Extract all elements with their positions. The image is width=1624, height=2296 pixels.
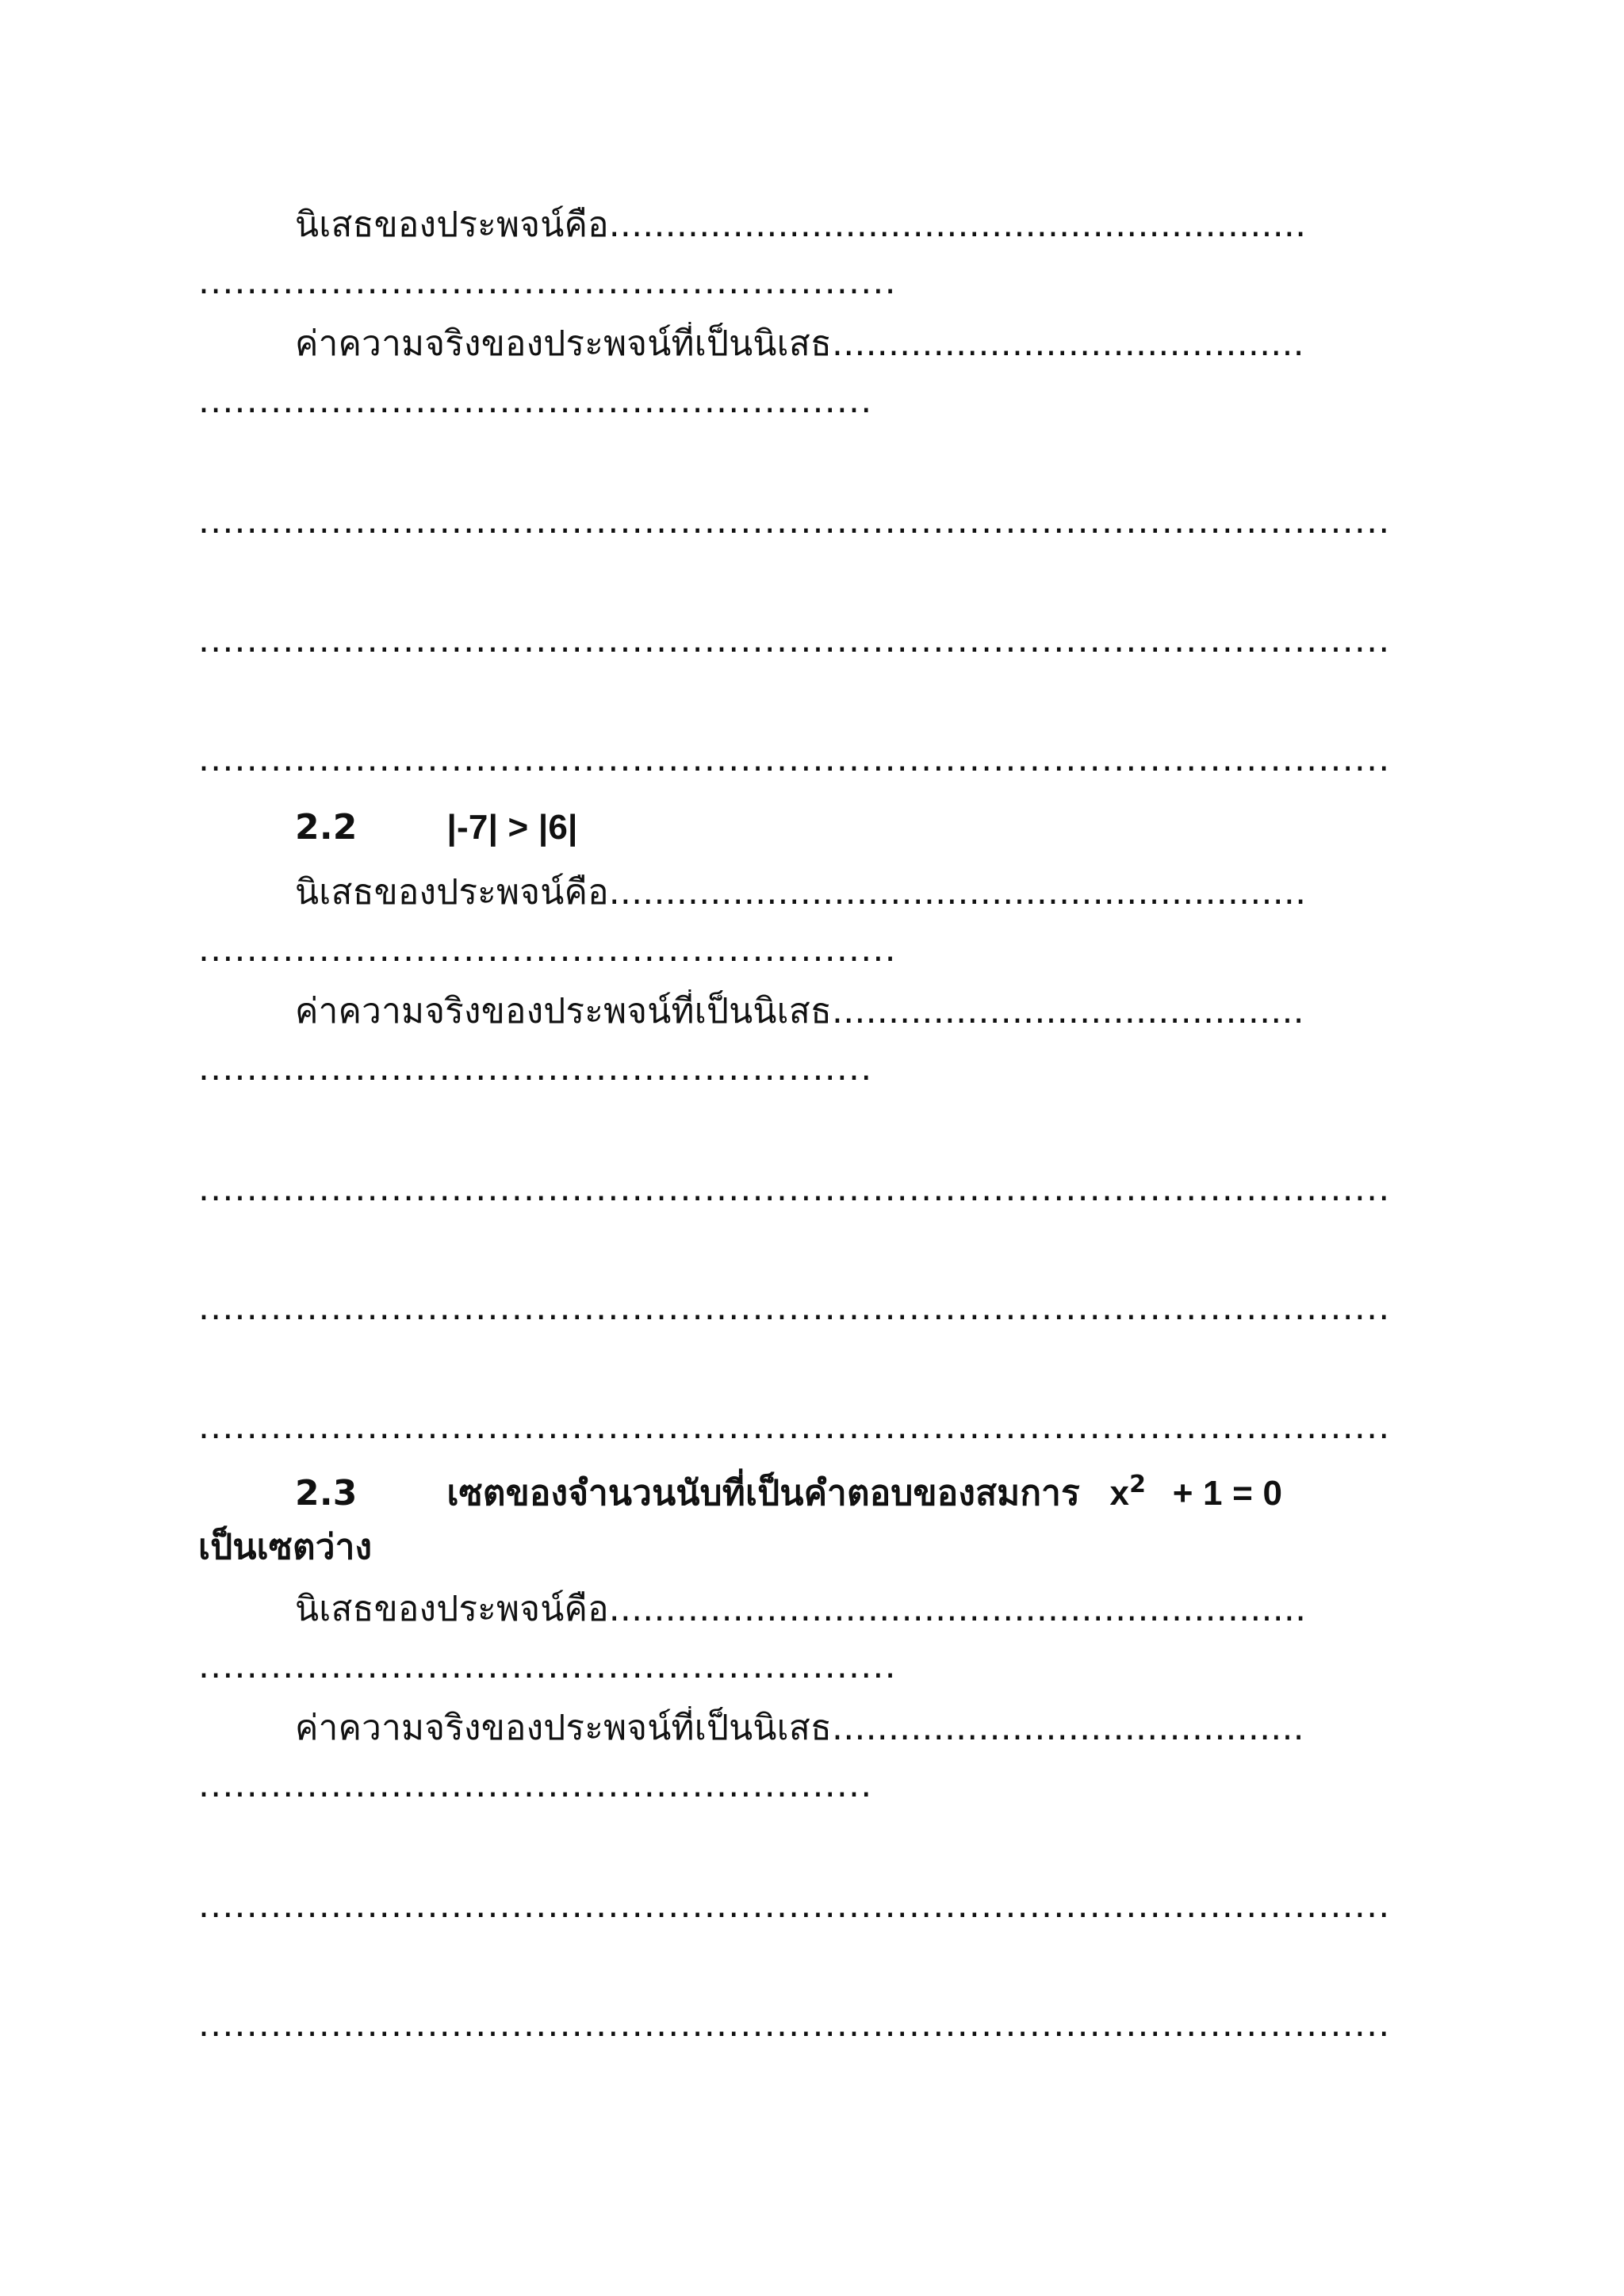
answer-dots: ...................................................................................................: [198, 1169, 1391, 1209]
equation-exponent: 2: [1129, 1471, 1147, 1498]
answer-dots: ...................................................................................................: [198, 739, 1391, 779]
question-number: 2.3: [295, 1473, 358, 1513]
negation-prompt-text: นิเสธของประพจน์คือ..............................................................: [295, 872, 1307, 913]
answer-dots: ...................................................................................................: [198, 620, 1391, 660]
question-expression: |-7| > |6|: [446, 808, 578, 847]
question-statement: เซตของจำนวนนับที่เป็นคำตอบของสมการ: [446, 1473, 1080, 1513]
negation-prompt-text: นิเสธของประพจน์คือ..............................................................: [295, 1589, 1307, 1629]
question-2-2-heading: [295, 806, 578, 850]
blank-answer-line[interactable]: [198, 1884, 1410, 1928]
blank-answer-line[interactable]: [198, 1405, 1410, 1449]
negation-prompt: [295, 1587, 1437, 1632]
truth-value-prompt: [295, 322, 1437, 366]
answer-line[interactable]: [198, 379, 885, 423]
truth-value-prompt-text: ค่าความจริงของประพจน์ที่เป็นนิเสธ..........................................: [295, 1708, 1304, 1748]
answer-dots: ...................................................................................................: [198, 1288, 1391, 1328]
answer-dots: ...................................................................................................: [198, 2004, 1391, 2045]
blank-answer-line[interactable]: [198, 499, 1410, 544]
answer-dots: ..........................................................: [198, 1646, 897, 1686]
answer-dots: ........................................................: [198, 1765, 873, 1805]
answer-dots: ...................................................................................................: [198, 501, 1391, 541]
equation-rest: + 1 = 0: [1172, 1474, 1283, 1513]
answer-dots: ...................................................................................................: [198, 1406, 1391, 1447]
answer-dots: ..........................................................: [198, 262, 897, 302]
blank-answer-line[interactable]: [198, 1286, 1410, 1330]
question-number: 2.2: [295, 807, 358, 848]
answer-line[interactable]: [198, 1644, 920, 1689]
truth-value-prompt-text: ค่าความจริงของประพจน์ที่เป็นนิเสธ..........................................: [295, 323, 1304, 364]
question-statement-continued: [198, 1525, 372, 1570]
blank-answer-line[interactable]: [198, 618, 1410, 663]
negation-prompt: [295, 203, 1437, 247]
answer-line[interactable]: [198, 1763, 885, 1808]
blank-answer-line[interactable]: [198, 2003, 1410, 2047]
blank-answer-line[interactable]: [198, 737, 1410, 782]
blank-answer-line[interactable]: [198, 1167, 1410, 1211]
truth-value-prompt-text: ค่าความจริงของประพจน์ที่เป็นนิเสธ..........................................: [295, 991, 1304, 1031]
truth-value-prompt: [295, 989, 1437, 1034]
negation-prompt: [295, 871, 1437, 915]
question-statement-tail: เป็นเซตว่าง: [198, 1527, 373, 1567]
answer-dots: ...................................................................................................: [198, 1885, 1391, 1926]
answer-dots: ........................................................: [198, 1048, 873, 1089]
answer-dots: ........................................................: [198, 381, 873, 421]
negation-prompt-text: นิเสธของประพจน์คือ..............................................................: [295, 205, 1307, 245]
answer-line[interactable]: [198, 1047, 885, 1091]
answer-line[interactable]: [198, 928, 920, 972]
equation-variable: x: [1109, 1474, 1130, 1513]
question-2-3-heading: [295, 1471, 1437, 1516]
truth-value-prompt: [295, 1706, 1437, 1751]
answer-dots: ..........................................................: [198, 929, 897, 970]
answer-line[interactable]: [198, 260, 920, 304]
